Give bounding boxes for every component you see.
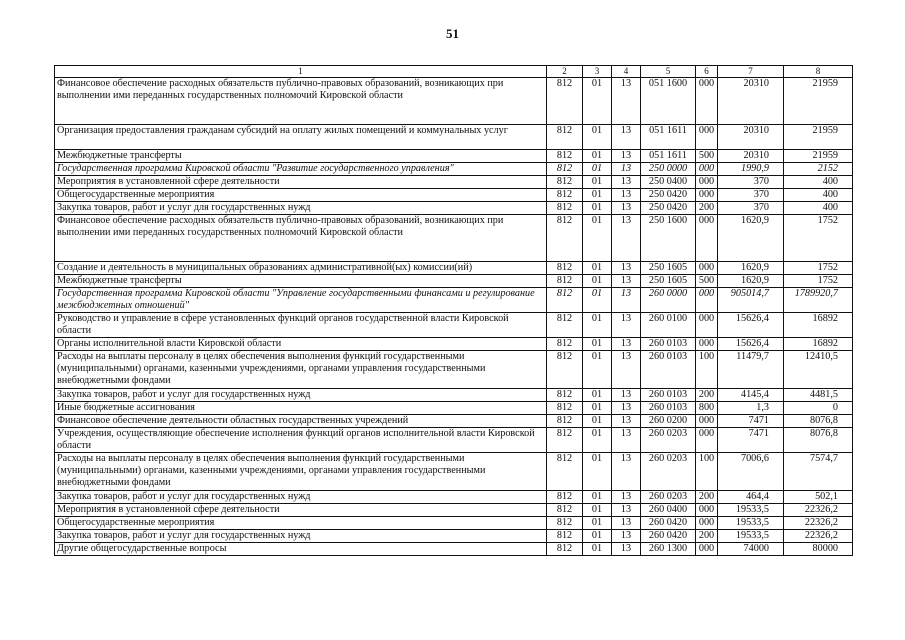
cell-code: 260 0203 [641,428,696,453]
cell-code: 13 [612,517,641,530]
cell-code: 051 1611 [641,150,696,163]
table-row [55,428,853,453]
cell-code: 812 [547,428,583,453]
cell-value: 502,1 [784,491,853,504]
cell-code: 812 [547,543,583,556]
cell-code: 200 [696,202,718,215]
cell-code: 260 0420 [641,517,696,530]
cell-value: 1752 [784,215,853,262]
row-name: Мероприятия в установленной сфере деятельности [55,504,547,517]
cell-value: 22326,2 [784,530,853,543]
cell-value: 1620,9 [718,275,784,288]
cell-code: 812 [547,215,583,262]
cell-code: 000 [696,215,718,262]
row-name: Общегосударственные мероприятия [55,189,547,202]
cell-code: 812 [547,415,583,428]
cell-code: 260 0103 [641,389,696,402]
cell-value: 16892 [784,338,853,351]
cell-code: 812 [547,262,583,275]
cell-code: 000 [696,125,718,150]
cell-value: 21959 [784,78,853,125]
cell-code: 01 [583,389,612,402]
cell-code: 051 1600 [641,78,696,125]
cell-code: 01 [583,530,612,543]
cell-code: 250 0420 [641,202,696,215]
cell-code: 260 0100 [641,313,696,338]
cell-code: 01 [583,125,612,150]
cell-code: 13 [612,176,641,189]
cell-value: 370 [718,189,784,202]
table-row [55,262,853,275]
cell-code: 260 0200 [641,415,696,428]
cell-value: 15626,4 [718,313,784,338]
cell-code: 812 [547,338,583,351]
cell-code: 812 [547,189,583,202]
cell-code: 250 1605 [641,262,696,275]
cell-code: 812 [547,402,583,415]
cell-value: 400 [784,189,853,202]
cell-code: 13 [612,150,641,163]
cell-value: 2152 [784,163,853,176]
cell-code: 812 [547,504,583,517]
row-name: Учреждения, осуществляющие обеспечение исполнения функций органов исполнительной власти Кировской области [55,428,547,453]
cell-code: 812 [547,453,583,491]
cell-value: 19533,5 [718,504,784,517]
cell-value: 1752 [784,275,853,288]
cell-code: 000 [696,78,718,125]
cell-code: 500 [696,150,718,163]
table-row [55,530,853,543]
cell-code: 260 0203 [641,491,696,504]
cell-code: 000 [696,428,718,453]
cell-value: 11479,7 [718,351,784,389]
table-row [55,338,853,351]
column-header: 3 [583,66,612,78]
cell-code: 13 [612,351,641,389]
cell-value: 21959 [784,125,853,150]
cell-code: 13 [612,313,641,338]
cell-value: 22326,2 [784,504,853,517]
cell-code: 000 [696,338,718,351]
cell-code: 01 [583,215,612,262]
row-name: Межбюджетные трансферты [55,150,547,163]
column-header: 5 [641,66,696,78]
row-name: Иные бюджетные ассигнования [55,402,547,415]
table-row [55,491,853,504]
row-name: Закупка товаров, работ и услуг для государственных нужд [55,530,547,543]
cell-code: 01 [583,504,612,517]
table-row [55,504,853,517]
cell-code: 13 [612,415,641,428]
cell-code: 200 [696,389,718,402]
table-row [55,313,853,338]
row-name: Создание и деятельность в муниципальных образованиях административной(ых) комиссии(ий) [55,262,547,275]
table-row [55,125,853,150]
table-row [55,202,853,215]
table-header-row [55,66,853,78]
cell-value: 12410,5 [784,351,853,389]
cell-code: 812 [547,389,583,402]
column-header: 4 [612,66,641,78]
cell-code: 13 [612,453,641,491]
cell-value: 7471 [718,428,784,453]
cell-code: 01 [583,313,612,338]
cell-code: 812 [547,176,583,189]
cell-code: 01 [583,543,612,556]
row-name: Финансовое обеспечение расходных обязательств публично-правовых образований, возникающих при выполнении ими переданных государственных полномочий Кировской области [55,215,547,262]
cell-value: 15626,4 [718,338,784,351]
cell-value: 20310 [718,125,784,150]
cell-value: 7006,6 [718,453,784,491]
cell-value: 8076,8 [784,428,853,453]
row-name: Организация предоставления гражданам субсидий на оплату жилых помещений и коммунальных услуг [55,125,547,150]
cell-code: 13 [612,163,641,176]
cell-code: 250 1605 [641,275,696,288]
cell-code: 812 [547,150,583,163]
cell-code: 812 [547,351,583,389]
cell-code: 01 [583,351,612,389]
row-name: Межбюджетные трансферты [55,275,547,288]
cell-value: 19533,5 [718,530,784,543]
cell-value: 4481,5 [784,389,853,402]
row-name: Закупка товаров, работ и услуг для государственных нужд [55,491,547,504]
cell-code: 051 1611 [641,125,696,150]
cell-value: 20310 [718,150,784,163]
cell-code: 800 [696,402,718,415]
cell-code: 812 [547,517,583,530]
cell-code: 260 0103 [641,402,696,415]
cell-code: 01 [583,176,612,189]
table-row [55,215,853,262]
cell-code: 500 [696,275,718,288]
row-name: Закупка товаров, работ и услуг для государственных нужд [55,389,547,402]
table-row [55,415,853,428]
table-row [55,275,853,288]
row-name: Органы исполнительной власти Кировской области [55,338,547,351]
cell-code: 13 [612,275,641,288]
row-name: Государственная программа Кировской области "Развитие государственного управления" [55,163,547,176]
cell-code: 13 [612,202,641,215]
cell-value: 1620,9 [718,215,784,262]
cell-value: 1752 [784,262,853,275]
cell-code: 01 [583,517,612,530]
cell-code: 01 [583,202,612,215]
cell-code: 250 0400 [641,176,696,189]
cell-code: 260 0400 [641,504,696,517]
cell-code: 000 [696,189,718,202]
cell-code: 000 [696,415,718,428]
cell-code: 13 [612,543,641,556]
cell-code: 13 [612,262,641,275]
cell-code: 260 0000 [641,288,696,313]
column-header: 1 [55,66,547,78]
cell-code: 100 [696,351,718,389]
column-header: 6 [696,66,718,78]
row-name: Расходы на выплаты персоналу в целях обеспечения выполнения функций государственными (муниципальными) органами, казенными учреждениями, органами управления государственными внебюджетными фондами [55,351,547,389]
cell-code: 000 [696,543,718,556]
cell-value: 0 [784,402,853,415]
cell-value: 7574,7 [784,453,853,491]
column-header: 7 [718,66,784,78]
cell-code: 01 [583,78,612,125]
table-row [55,543,853,556]
cell-code: 260 0103 [641,351,696,389]
column-header: 2 [547,66,583,78]
cell-code: 01 [583,453,612,491]
row-name: Финансовое обеспечение расходных обязательств публично-правовых образований, возникающих при выполнении ими переданных государственных полномочий Кировской области [55,78,547,125]
table-row [55,517,853,530]
cell-code: 01 [583,275,612,288]
cell-code: 200 [696,530,718,543]
row-name: Расходы на выплаты персоналу в целях обеспечения выполнения функций государственными (муниципальными) органами, казенными учреждениями, органами управления государственными внебюджетными фондами [55,453,547,491]
table-row [55,402,853,415]
cell-code: 01 [583,163,612,176]
table-row [55,163,853,176]
cell-code: 13 [612,338,641,351]
cell-code: 000 [696,262,718,275]
cell-code: 000 [696,163,718,176]
cell-value: 20310 [718,78,784,125]
cell-value: 19533,5 [718,517,784,530]
cell-code: 13 [612,530,641,543]
cell-code: 250 0000 [641,163,696,176]
cell-code: 812 [547,288,583,313]
cell-code: 000 [696,313,718,338]
cell-value: 400 [784,176,853,189]
cell-value: 1620,9 [718,262,784,275]
table-row [55,150,853,163]
table-row [55,351,853,389]
cell-code: 812 [547,78,583,125]
cell-value: 1789920,7 [784,288,853,313]
cell-code: 250 0420 [641,189,696,202]
budget-table [54,65,853,556]
cell-code: 000 [696,517,718,530]
cell-code: 260 1300 [641,543,696,556]
cell-code: 01 [583,189,612,202]
table-row [55,78,853,125]
cell-value: 16892 [784,313,853,338]
cell-code: 13 [612,288,641,313]
cell-code: 000 [696,288,718,313]
cell-value: 400 [784,202,853,215]
cell-value: 4145,4 [718,389,784,402]
cell-code: 260 0203 [641,453,696,491]
cell-code: 01 [583,150,612,163]
cell-code: 01 [583,428,612,453]
cell-code: 13 [612,215,641,262]
table-row [55,453,853,491]
cell-code: 000 [696,504,718,517]
cell-value: 905014,7 [718,288,784,313]
cell-code: 13 [612,491,641,504]
cell-code: 200 [696,491,718,504]
cell-value: 1,3 [718,402,784,415]
page-number: 51 [446,26,459,41]
cell-code: 13 [612,389,641,402]
cell-value: 1990,9 [718,163,784,176]
cell-code: 260 0103 [641,338,696,351]
cell-code: 13 [612,78,641,125]
cell-value: 370 [718,176,784,189]
cell-code: 812 [547,202,583,215]
cell-value: 370 [718,202,784,215]
row-name: Другие общегосударственные вопросы [55,543,547,556]
cell-code: 812 [547,275,583,288]
row-name: Общегосударственные мероприятия [55,517,547,530]
row-name: Государственная программа Кировской области "Управление государственными финансами и регулирование межбюджетных отношений" [55,288,547,313]
cell-code: 812 [547,163,583,176]
cell-code: 812 [547,530,583,543]
column-header: 8 [784,66,853,78]
cell-code: 01 [583,262,612,275]
cell-code: 01 [583,402,612,415]
cell-value: 8076,8 [784,415,853,428]
cell-code: 812 [547,125,583,150]
table-row [55,176,853,189]
cell-code: 13 [612,125,641,150]
cell-code: 01 [583,415,612,428]
table-row [55,288,853,313]
cell-code: 01 [583,491,612,504]
cell-code: 260 0420 [641,530,696,543]
cell-value: 22326,2 [784,517,853,530]
cell-code: 812 [547,491,583,504]
cell-code: 250 1600 [641,215,696,262]
row-name: Закупка товаров, работ и услуг для государственных нужд [55,202,547,215]
table-row [55,189,853,202]
cell-code: 812 [547,313,583,338]
cell-code: 13 [612,504,641,517]
cell-code: 01 [583,338,612,351]
row-name: Руководство и управление в сфере установленных функций органов государственной власти Кировской области [55,313,547,338]
row-name: Финансовое обеспечение деятельности областных государственных учреждений [55,415,547,428]
cell-value: 80000 [784,543,853,556]
cell-code: 000 [696,176,718,189]
cell-value: 21959 [784,150,853,163]
cell-code: 13 [612,428,641,453]
cell-code: 01 [583,288,612,313]
cell-code: 13 [612,189,641,202]
cell-value: 7471 [718,415,784,428]
cell-value: 74000 [718,543,784,556]
row-name: Мероприятия в установленной сфере деятельности [55,176,547,189]
cell-value: 464,4 [718,491,784,504]
cell-code: 100 [696,453,718,491]
cell-code: 13 [612,402,641,415]
table-row [55,389,853,402]
